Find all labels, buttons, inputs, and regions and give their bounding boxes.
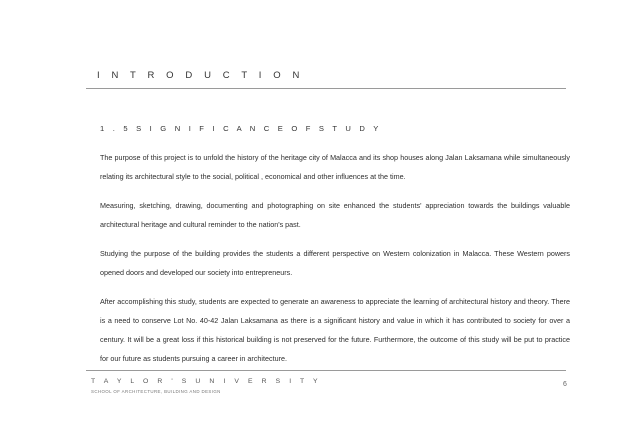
paragraph: The purpose of this project is to unfold the history of the heritage city of Malacca and its shop houses along Jalan Laksamana while simultaneously relating its architectural style to the social, political , economical and other influences at the time. (100, 153, 570, 181)
paragraph: Measuring, sketching, drawing, documenting and photographing on site enhanced the students' appreciation towards the buildings valuable architectural heritage and cultural reminder to the nation's past. (100, 201, 570, 229)
footer-school: SCHOOL OF ARCHITECTURE, BUILDING AND DESIGN (91, 389, 221, 394)
body-text (100, 148, 570, 378)
section-title: I N T R O D U C T I O N (97, 70, 304, 81)
footer-divider (86, 370, 566, 371)
subsection-title: 1 . 5 S I G N I F I C A N C E O F S T U D Y (100, 124, 382, 133)
footer-university: T A Y L O R ' S U N I V E R S I T Y (91, 378, 322, 385)
paragraph: After accomplishing this study, students are expected to generate an awareness to appreciate the learning of architectural history and theory. There is a need to conserve Lot No. 40-42 Jalan Laksamana as there is a significant history and value in which it has contributed to society for over a century. It will be a great loss if this historical building is not preserved for the future. Furthermore, the outcome of this study will be put to practice for our future as students pursuing a career in architecture. (100, 297, 570, 363)
page-number: 6 (563, 381, 567, 388)
header-divider (86, 88, 566, 89)
paragraph: Studying the purpose of the building provides the students a different perspective on Western colonization in Malacca. These Western powers opened doors and developed our society into entrepreneurs. (100, 249, 570, 277)
